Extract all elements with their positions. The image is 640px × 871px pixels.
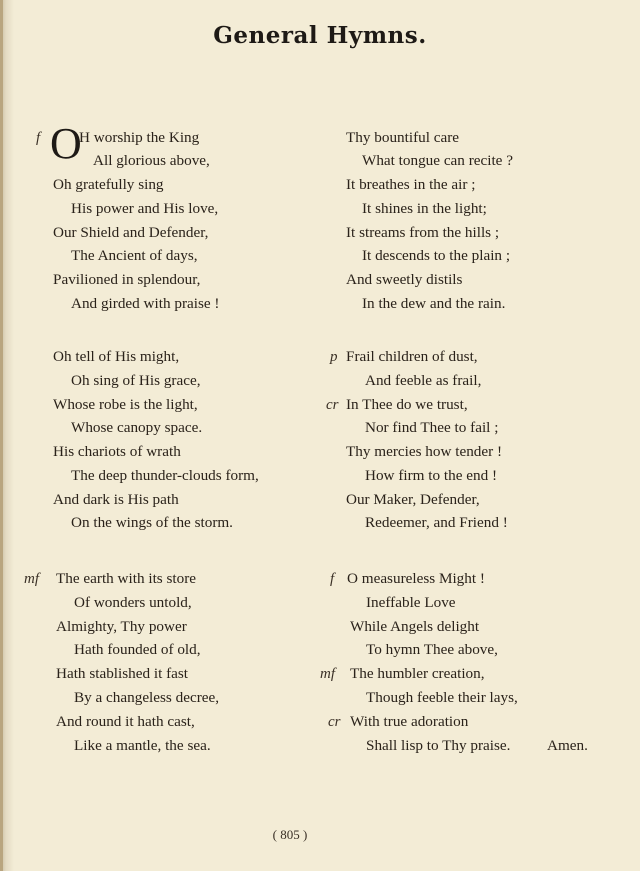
- verse-line: The humbler creation,: [350, 665, 485, 682]
- verse-line: By a changeless decree,: [74, 689, 220, 706]
- verse-line: Oh gratefully sing: [53, 176, 164, 193]
- verse-line: And feeble as frail,: [365, 372, 482, 389]
- verse-line: And dark is His path: [53, 491, 179, 508]
- dynamic-marking: mf: [24, 571, 39, 587]
- amen-text: Amen.: [547, 737, 588, 754]
- verse-line: Our Maker, Defender,: [346, 491, 480, 508]
- verse-line: It streams from the hills ;: [346, 224, 500, 241]
- verse-line: His power and His love,: [71, 200, 219, 217]
- verse-line: H worship the King: [79, 129, 200, 146]
- verse-line: Though feeble their lays,: [366, 689, 518, 706]
- verse-line: Hath founded of old,: [74, 641, 201, 658]
- verse-line: Our Shield and Defender,: [53, 224, 209, 241]
- verse-line: The deep thunder-clouds form,: [71, 467, 259, 484]
- verse-line: His chariots of wrath: [53, 443, 181, 460]
- verse-line: Thy bountiful care: [346, 129, 460, 146]
- dynamic-marking: f: [36, 130, 41, 146]
- verse-line: It shines in the light;: [362, 200, 487, 217]
- verse-line: On the wings of the storm.: [71, 514, 233, 531]
- dynamic-marking: f: [330, 571, 335, 587]
- page-edge-shadow: [0, 0, 3, 871]
- verse-line: Hath stablished it fast: [56, 665, 189, 682]
- verse-line: It breathes in the air ;: [346, 176, 476, 193]
- verse-line: To hymn Thee above,: [366, 641, 498, 658]
- verse-line: O measureless Might !: [347, 570, 485, 587]
- verse-line: Thy mercies how tender !: [346, 443, 503, 460]
- dynamic-marking: mf: [320, 666, 335, 682]
- verse-line: What tongue can recite ?: [362, 152, 513, 169]
- verse-line: While Angels delight: [350, 618, 480, 635]
- verse-line: Like a mantle, the sea.: [74, 737, 211, 754]
- verse-line: How firm to the end !: [365, 467, 498, 484]
- dynamic-marking: cr: [328, 714, 341, 730]
- page-number: ( 805 ): [272, 827, 308, 842]
- page-title: General Hymns.: [213, 22, 427, 49]
- verse-line: The earth with its store: [56, 570, 197, 587]
- drop-cap: O: [50, 119, 82, 168]
- verse-line: Almighty, Thy power: [56, 618, 187, 635]
- verse-line: In the dew and the rain.: [362, 295, 506, 312]
- verse-line: The Ancient of days,: [71, 247, 198, 264]
- verse-line: Nor find Thee to fail ;: [365, 419, 499, 436]
- verse-line: All glorious above,: [93, 152, 210, 169]
- verse-line: Shall lisp to Thy praise.: [366, 737, 511, 754]
- verse-line: And round it hath cast,: [56, 713, 195, 730]
- verse-line: It descends to the plain ;: [362, 247, 511, 264]
- dynamic-marking: cr: [326, 397, 339, 413]
- verse-line: Ineffable Love: [366, 594, 456, 611]
- verse-line: And girded with praise !: [71, 295, 220, 312]
- verse-line: Pavilioned in splendour,: [53, 271, 201, 288]
- verse-line: Of wonders untold,: [74, 594, 192, 611]
- verse-line: With true adoration: [350, 713, 469, 730]
- verse-line: Oh tell of His might,: [53, 348, 180, 365]
- verse-line: Redeemer, and Friend !: [365, 514, 508, 531]
- verse-line: Oh sing of His grace,: [71, 372, 201, 389]
- verse-line: Whose canopy space.: [71, 419, 203, 436]
- dynamic-marking: p: [330, 349, 338, 365]
- verse-line: And sweetly distils: [346, 271, 463, 288]
- verse-line: In Thee do we trust,: [346, 396, 468, 413]
- verse-line: Whose robe is the light,: [53, 396, 198, 413]
- verse-line: Frail children of dust,: [346, 348, 478, 365]
